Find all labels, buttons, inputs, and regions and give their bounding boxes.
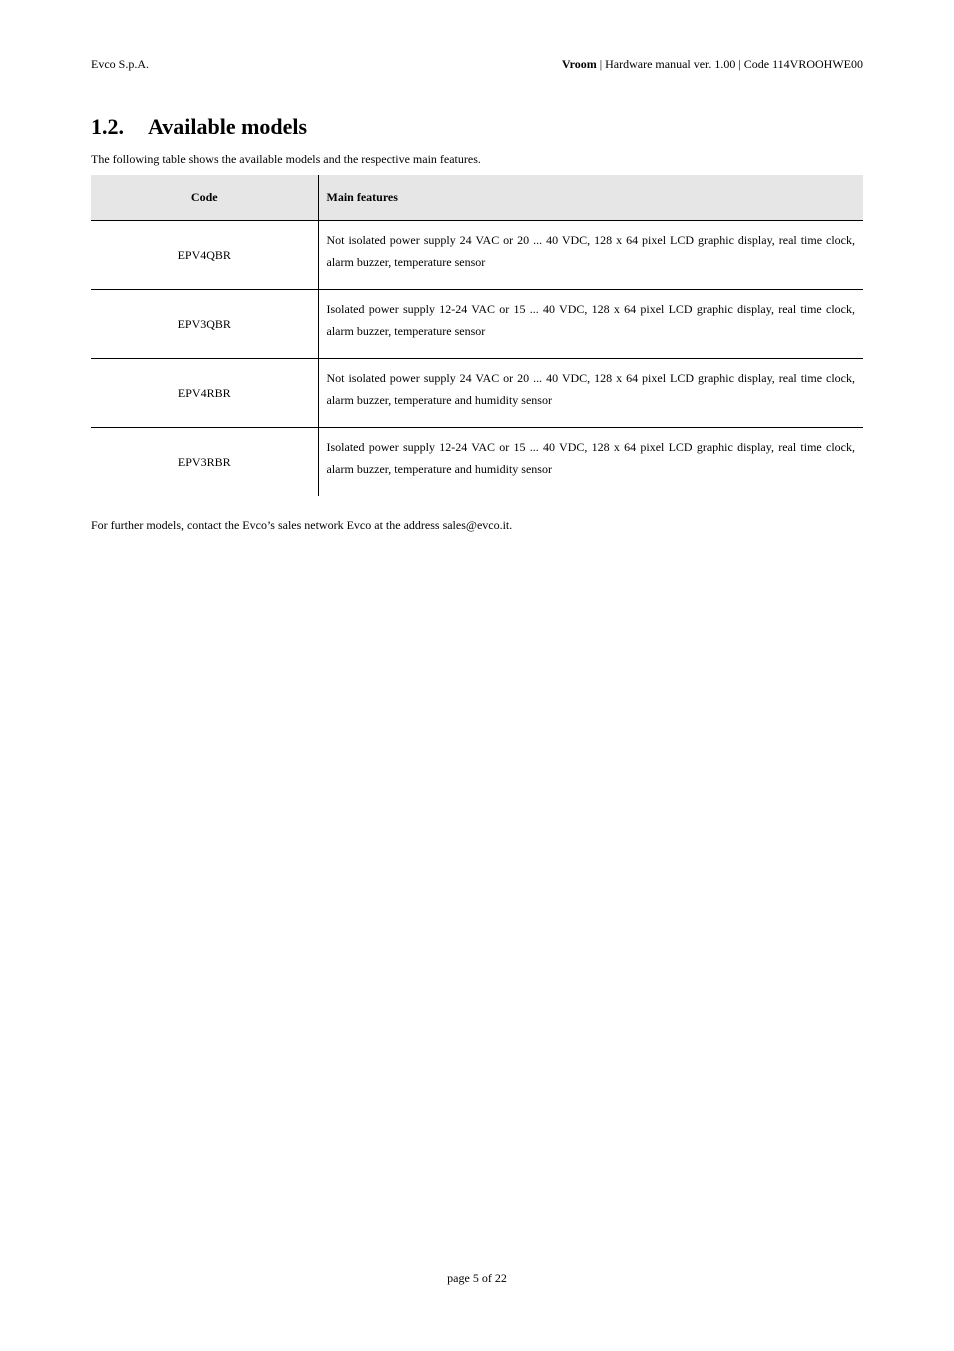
contact-note: For further models, contact the Evco’s sales network Evco at the address sales@evco.it. xyxy=(91,518,513,532)
header-doc-info xyxy=(562,56,863,72)
model-code-cell: EPV3RBR xyxy=(91,427,318,496)
page-number: page 5 of 22 xyxy=(447,1271,507,1285)
model-code-cell: EPV3QBR xyxy=(91,289,318,358)
model-features-cell: Isolated power supply 12-24 VAC or 15 ... 40 VDC, 128 x 64 pixel LCD graphic display, real time clock, alarm buzzer, temperature and humidity sensor xyxy=(326,439,855,476)
table-row xyxy=(91,289,863,358)
models-table xyxy=(91,175,863,496)
model-features-cell: Not isolated power supply 24 VAC or 20 ... 40 VDC, 128 x 64 pixel LCD graphic display, real time clock, alarm buzzer, temperature and humidity sensor xyxy=(318,358,863,427)
header-product-name: Vroom xyxy=(561,57,597,71)
table-header-row xyxy=(91,175,863,220)
header-company: Evco S.p.A. xyxy=(91,57,149,71)
model-features-cell: Not isolated power supply 24 VAC or 20 ... 40 VDC, 128 x 64 pixel LCD graphic display, real time clock, alarm buzzer, temperature sensor xyxy=(318,220,863,289)
table-row xyxy=(91,358,863,427)
code-column-header: Code xyxy=(91,175,318,220)
section-title-text: Available models xyxy=(148,114,308,139)
header-manual-code: | Hardware manual ver. 1.00 | Code 114VROOHWE00 xyxy=(596,57,863,71)
model-features-cell: Isolated power supply 12-24 VAC or 15 ... 40 VDC, 128 x 64 pixel LCD graphic display, real time clock, alarm buzzer, temperature sensor xyxy=(318,289,863,358)
section-number: 1.2. xyxy=(91,114,124,139)
features-column-header: Main features xyxy=(318,175,863,220)
section-title xyxy=(91,112,307,142)
table-row xyxy=(91,220,863,289)
model-code-cell: EPV4RBR xyxy=(91,358,318,427)
intro-paragraph: The following table shows the available models and the respective main features. xyxy=(91,152,481,166)
table-row xyxy=(91,427,863,496)
model-code-cell: EPV4QBR xyxy=(91,220,318,289)
